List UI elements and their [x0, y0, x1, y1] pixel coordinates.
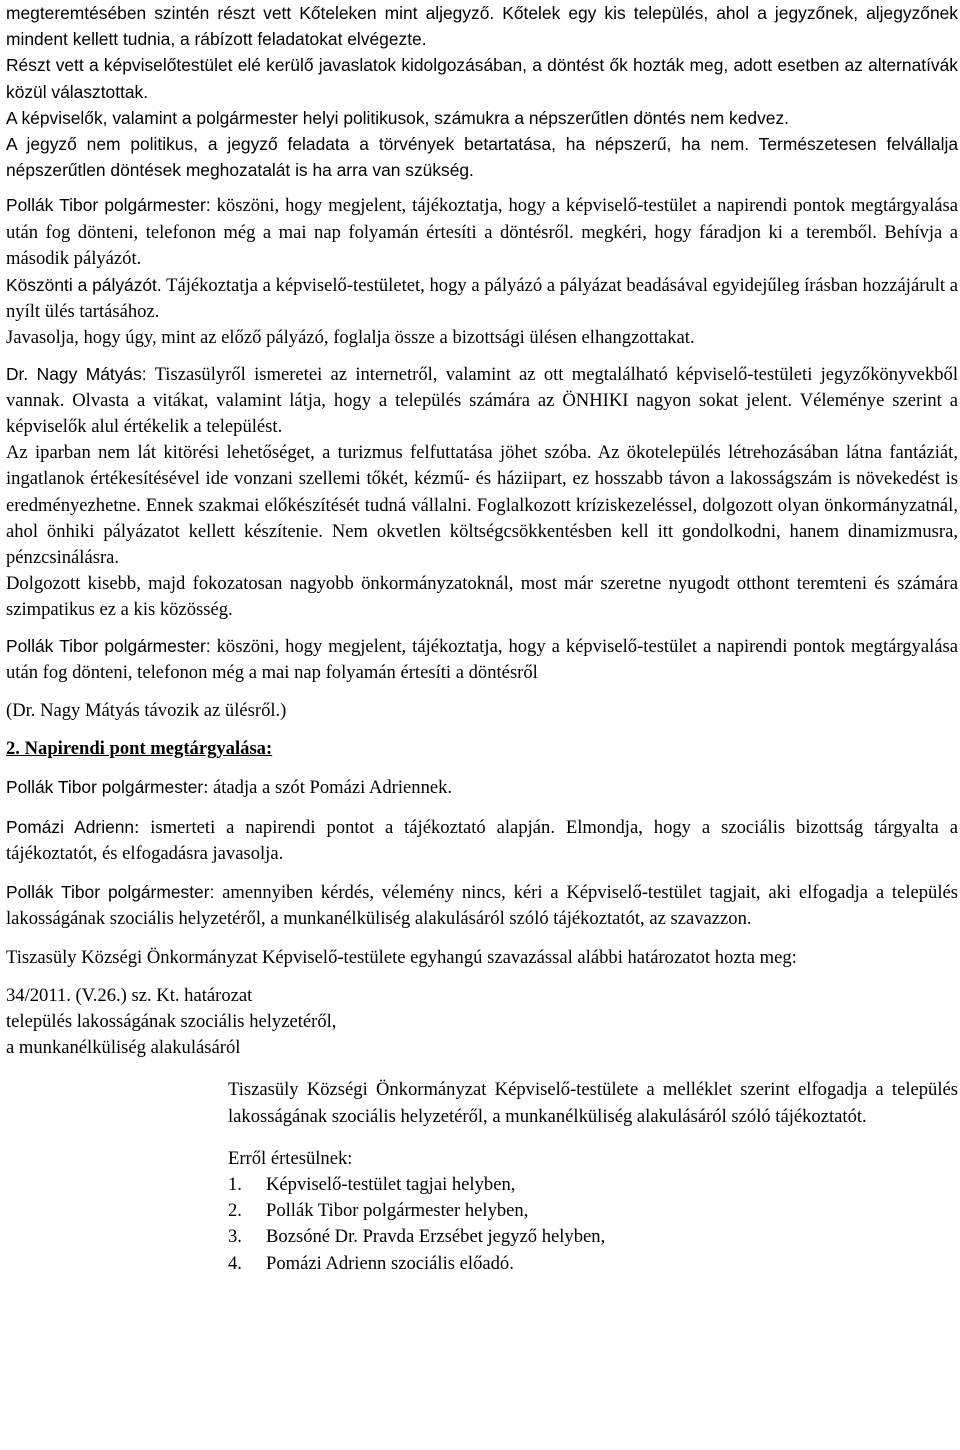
list-item: 4. Pomázi Adrienn szociális előadó. [228, 1252, 514, 1274]
paragraph-vote-result: Tiszasüly Községi Önkormányzat Képviselő-testülete egyhangú szavazással alábbi határozatot hozta meg: [6, 946, 797, 968]
paragraph-aljegyzo: megteremtésében szintén részt vett Kőteleken mint aljegyző. Kőtelek egy kis település, ahol a jegyzőnek, aljegyzőnek mindent kellett tudnia, a rábízott feladatokat elvégezte. [6, 3, 958, 50]
paragraph-politikusok: A képviselők, valamint a polgármester helyi politikusok, számukra a népszerűtlen döntés nem kedvez. [6, 107, 789, 128]
speaker-label: Dr. Nagy Mátyás: [6, 363, 147, 384]
paragraph-candidate-statement [6, 361, 958, 441]
section-heading: 2. Napirendi pont megtárgyalása: [6, 738, 273, 760]
paragraph-jegyzo-feladata: A jegyző nem politikus, a jegyző feladata a törvények betartatása, ha népszerű, ha nem. Természetesen felvállalja népszerűtlen döntések meghozatalát is ha arra van szükség. [6, 134, 958, 181]
paragraph-mayor-statement-2 [6, 633, 958, 686]
paragraph-summary-request: Javasolja, hogy úgy, mint az előző pályázó, foglalja össze a bizottsági ülésen elhangzottakat. [6, 327, 695, 349]
speaker-text: amennyiben kérdés, vélemény nincs, kéri a Képviselő-testület tagjait, aki elfogadja a település lakosságának szociális helyzetéről, a munkanélküliség alakulásáról szóló tájékoztatót, az szavazzon. [6, 882, 958, 930]
paragraph-floor-handover [6, 774, 958, 801]
resolution-subject-line: a munkanélküliség alakulásáról [6, 1037, 241, 1059]
paragraph-mayor-statement-1 [6, 192, 958, 272]
speaker-text: köszöni, hogy megjelent, tájékoztatja, hogy a képviselő-testület a napirendi pontok megtárgyalása után fog dönteni, telefonon még a mai nap folyamán értesíti a döntésről. megkéri, hogy fáradjon ki a teremből. Behívja a második pályázót. [6, 195, 958, 269]
speaker-label: Pollák Tibor polgármester [6, 777, 204, 798]
speaker-text: köszöni, hogy megjelent, tájékoztatja, hogy a képviselő-testület a napirendi pontok megtárgyalása után fog dönteni, telefonon még a mai nap folyamán értesíti a döntésről [6, 635, 958, 683]
greeting-info: Tájékoztatja a képviselő-testületet, hogy a pályázó a pályázat beadásával egyidejűleg írásban hozzájárult a nyílt ülés tartásához. [6, 275, 958, 323]
paragraph-greeting [6, 272, 958, 325]
paragraph-vote-call [6, 879, 958, 932]
paragraph-kepviselotestulet: Részt vett a képviselőtestület elé kerülő javaslatok kidolgozásában, a döntést ők hozták meg, adott esetben az alternatívák közül választottak. [6, 55, 958, 102]
paragraph-candidate-background: Dolgozott kisebb, majd fokozatosan nagyobb önkormányzatoknál, most már szeretne nyugodt otthont teremteni és számára szimpatikus ez a kis közösség. [6, 573, 958, 621]
greeting-text: Köszönti a pályázót. [6, 275, 162, 296]
list-item: 2. Pollák Tibor polgármester helyben, [228, 1200, 529, 1222]
speaker-label: Pollák Tibor polgármester: [6, 882, 215, 903]
speaker-text: Tiszasülyről ismeretei az internetről, valamint az ott megtalálható képviselő-testületi jegyzőkönyvekből vannak. Olvasta a vitákat, valamint látja, hogy a település számára az ÖNHIKI nagyon sokat jelent. Véleménye szerint a képviselők alul értékelik a települést. [6, 363, 958, 438]
speaker-text: : ismerteti a napirendi pontot a tájékoztató alapján. Elmondja, hogy a szociális bizottság tárgyalta a tájékoztatót, és elfogadásra javasolja. [6, 816, 958, 864]
recipient-list [228, 1172, 958, 1277]
speaker-label: Pollák Tibor polgármester: [6, 635, 211, 656]
paragraph-candidate-vision: Az iparban nem lát kitörési lehetőséget, a turizmus felfuttatása jöhet szóba. Az ökotelepülés létrehozásában látna fantáziát, ingatlanok értékesítésével ide vonzani szellemi tőkét, kézmű- és háziipart, ez hosszabb távon a lakosságszám is növekedést is eredményezhetne. Ennek szakmai előkészítését tudná vállalni. Foglalkozott kríziskezeléssel, dolgozott olyan önkormányzatnál, ahol önhiki pályázatot kellett készítenie. Nem okvetlen költségcsökkentésben kell itt gondolkodni, hanem dinamizmusra, pénzcsinálásra. [6, 442, 958, 569]
resolution-subject-line: település lakosságának szociális helyzetéről, [6, 1010, 337, 1032]
document-page [6, 0, 958, 1277]
notified-label: Erről értesülnek: [228, 1147, 353, 1169]
paragraph-candidate-leaves: (Dr. Nagy Mátyás távozik az ülésről.) [6, 700, 287, 722]
resolution-header [6, 983, 958, 1062]
list-item: 3. Bozsóné Dr. Pravda Erzsébet jegyző helyben, [228, 1226, 606, 1248]
list-item: 1. Képviselő-testület tagjai helyben, [228, 1173, 516, 1195]
resolution-number: 34/2011. (V.26.) sz. Kt. határozat [6, 984, 253, 1006]
paragraph-presentation [6, 814, 958, 867]
speaker-text: : átadja a szót Pomázi Adriennek. [203, 777, 453, 799]
speaker-label: Pomázi Adrienn [6, 816, 135, 837]
resolution-text: Tiszasüly Községi Önkormányzat Képviselő-testülete a melléklet szerint elfogadja a település lakosságának szociális helyzetéről, a munkanélküliség alakulásáról szóló tájékoztatót. [228, 1079, 958, 1127]
resolution-body [228, 1077, 958, 1276]
speaker-label: Pollák Tibor polgármester: [6, 195, 211, 216]
